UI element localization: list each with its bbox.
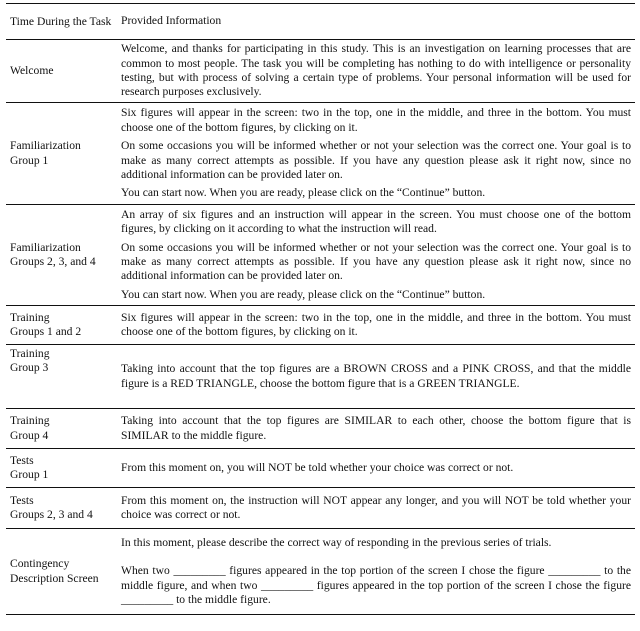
- table-row: [6, 40, 635, 103]
- table-row: [6, 306, 635, 345]
- table-row: [6, 345, 635, 409]
- info-cell: [114, 529, 635, 615]
- time-label: Training: [10, 310, 50, 324]
- header-time-during-task: Time During the Task: [6, 4, 114, 40]
- time-label: Tests: [10, 493, 34, 507]
- info-paragraph: You can start now. When you are ready, please click on the “Continue” button.: [121, 287, 486, 301]
- time-cell: [6, 449, 114, 488]
- info-paragraph: When two _________ figures appeared in the top portion of the screen I chose the figure _________ to the middle figure, and when two _________ figures appeared in the top portion of the screen I chose the figure _________ to the middle figure.: [121, 564, 631, 606]
- time-label: Familiarization: [10, 139, 81, 153]
- time-cell: [6, 103, 114, 205]
- time-cell: [6, 205, 114, 306]
- time-group-label: Group 1: [10, 153, 49, 167]
- table-row: [6, 205, 635, 306]
- table-row: [6, 529, 635, 615]
- table-row: [6, 409, 635, 449]
- info-paragraph: From this moment on, you will NOT be told whether your choice was correct or not.: [121, 460, 514, 474]
- info-cell: [114, 409, 635, 449]
- time-group-label: Group 4: [10, 428, 49, 442]
- time-label: Training: [10, 414, 50, 428]
- time-label: Welcome: [10, 63, 54, 77]
- time-cell: [6, 409, 114, 449]
- time-cell: [6, 488, 114, 529]
- info-paragraph: Six figures will appear in the screen: two in the top, one in the middle, and three in the bottom. You must choose one of the bottom figures, by clicking on it.: [121, 310, 631, 338]
- info-cell: [114, 306, 635, 345]
- time-cell: [6, 529, 114, 615]
- info-cell: [114, 449, 635, 488]
- instructions-table: [6, 3, 635, 615]
- table-row: [6, 488, 635, 529]
- info-cell: [114, 40, 635, 103]
- time-label: Tests: [10, 453, 34, 467]
- info-paragraph: In this moment, please describe the correct way of responding in the previous series of trials.: [121, 535, 552, 549]
- info-cell: [114, 345, 635, 409]
- time-group-label: Groups 2, 3 and 4: [10, 508, 93, 521]
- time-group-label: Group 1: [10, 468, 49, 481]
- table-row: [6, 449, 635, 488]
- info-paragraph: On some occasions you will be informed whether or not your selection was the correct one. Your goal is to make as many correct attempts as possible. If you have any question please ask it right now, since no additional information can be provided later on.: [121, 240, 631, 283]
- time-cell: [6, 306, 114, 345]
- info-cell: [114, 205, 635, 306]
- time-label: Contingency Description Screen: [10, 557, 99, 585]
- time-group-label: Groups 2, 3, and 4: [10, 255, 96, 268]
- info-paragraph: Six figures will appear in the screen: two in the top, one in the middle, and three in the bottom. You must choose one of the bottom figures, by clicking on it.: [121, 106, 631, 134]
- info-cell: [114, 488, 635, 529]
- time-label: Familiarization: [10, 240, 81, 254]
- time-cell: [6, 40, 114, 103]
- table-row: [6, 103, 635, 205]
- info-paragraph: Taking into account that the top figures are SIMILAR to each other, choose the bottom figure that is SIMILAR to the middle figure.: [121, 414, 631, 442]
- info-paragraph: From this moment on, the instruction will NOT appear any longer, and you will NOT be told whether your choice was correct or not.: [121, 493, 631, 521]
- time-cell: [6, 345, 114, 409]
- time-group-label: Groups 1 and 2: [10, 325, 82, 338]
- info-paragraph: On some occasions you will be informed whether or not your selection was the correct one. Your goal is to make as many correct attempts as possible. If you have any question please ask it right now, since no additional information can be provided later on.: [121, 139, 631, 181]
- info-paragraph: You can start now. When you are ready, please click on the “Continue” button.: [121, 186, 486, 200]
- header-provided-information: Provided Information: [114, 4, 635, 40]
- info-paragraph: Welcome, and thanks for participating in this study. This is an investigation on learning processes that are common to most people. The task you will be completing has nothing to do with intelligence or personality testing, but with process of solving a certain type of problems. Your personal information will be used for research purposes exclusively.: [121, 42, 631, 99]
- info-paragraph: An array of six figures and an instruction will appear in the screen. You must choose one of the bottom figures, by clicking on it according to what the instruction will read.: [121, 207, 631, 236]
- info-paragraph: Taking into account that the top figures are a BROWN CROSS and a PINK CROSS, and that the middle figure is a RED TRIANGLE, choose the bottom figure that is a GREEN TRIANGLE.: [121, 362, 631, 390]
- info-cell: [114, 103, 635, 205]
- time-group-label: Group 3: [10, 361, 49, 375]
- time-label: Training: [10, 347, 50, 360]
- table-header-row: [6, 4, 635, 40]
